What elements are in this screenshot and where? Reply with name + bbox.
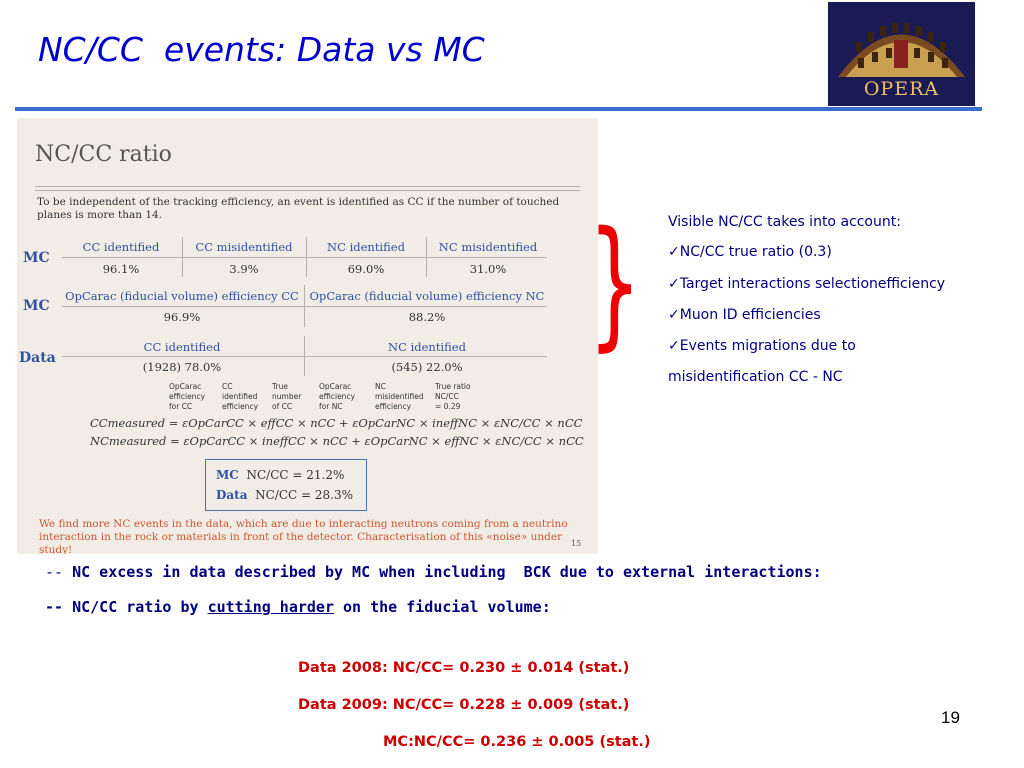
page-number: 19 <box>941 708 960 727</box>
side-item-2: ✓Target interactions selectionefficiency <box>668 276 946 292</box>
t3-value-nc: (545) 22.0% <box>391 360 463 374</box>
t3-header-cc: CC identified <box>143 340 221 354</box>
check-icon: ✓ <box>668 244 680 260</box>
slide-title: NC/CC events: Data vs MC <box>38 30 485 69</box>
t1-header-nc-misidentified: NC misidentified <box>438 240 538 254</box>
t1-value-nc-misidentified: 31.0% <box>469 262 507 276</box>
embedded-title-rule <box>35 186 580 187</box>
side-item-4-continuation: misidentification CC - NC <box>668 369 843 385</box>
result-mc: MC:NC/CC= 0.236 ± 0.005 (stat.) <box>383 734 651 750</box>
equation-cc-measured: CCmeasured = εOpCarCC × effCC × nCC + εOpCarNC × ineffNC × εNC/CC × nCC <box>90 416 583 430</box>
bottom-line-1: -- NC excess in data described by MC when including BCK due to external interactions: <box>45 563 822 581</box>
t1-value-nc-identified: 69.0% <box>347 262 385 276</box>
t3-value-cc: (1928) 78.0% <box>142 360 222 374</box>
annotation-true-cc: True number of CC <box>272 382 302 411</box>
annotation-true-ratio: True ratio NC/CC = 0.29 <box>435 382 471 411</box>
embedded-slide-image <box>17 118 598 554</box>
result-mc-label: MC <box>216 468 239 482</box>
t1-divider-2 <box>306 237 307 277</box>
side-item-4: ✓Events migrations due to <box>668 338 856 354</box>
t1-header-nc-identified: NC identified <box>327 240 405 254</box>
result-box <box>205 459 367 511</box>
t1-rule <box>62 257 547 258</box>
opera-logo <box>828 2 975 106</box>
t3-header-nc: NC identified <box>388 340 466 354</box>
t1-header-cc-misidentified: CC misidentified <box>195 240 293 254</box>
t2-value-nc: 88.2% <box>408 310 446 324</box>
annotation-nc-misidentified: NC misidentified efficiency <box>375 382 424 411</box>
t2-value-cc: 96.9% <box>163 310 201 324</box>
t1-value-cc-identified: 96.1% <box>102 262 140 276</box>
side-heading: Visible NC/CC takes into account: <box>668 214 901 230</box>
row-label-mc-1: MC <box>23 250 50 266</box>
t2-header-nc: OpCarac (fiducial volume) efficiency NC <box>309 289 545 303</box>
result-data-2009: Data 2009: NC/CC= 0.228 ± 0.009 (stat.) <box>298 697 630 713</box>
t1-header-cc-identified: CC identified <box>82 240 160 254</box>
embedded-page-number: 15 <box>571 539 582 548</box>
side-item-3: ✓Muon ID efficiencies <box>668 307 821 323</box>
annotation-opcarac-cc: OpCarac efficiency for CC <box>169 382 206 411</box>
embedded-title-rule-2 <box>35 190 580 191</box>
embedded-title: NC/CC ratio <box>35 142 172 167</box>
embedded-note: We find more NC events in the data, which are due to interacting neutrons coming from a neutrino interaction in the rock or materials in front of the detector. Characterisation of this «noise» under study! <box>39 518 568 554</box>
row-label-mc-2: MC <box>23 298 50 314</box>
annotation-cc-identified: CC identified efficiency <box>222 382 259 411</box>
t3-divider <box>304 336 305 376</box>
result-mc-value: NC/CC = 21.2% <box>246 468 345 482</box>
check-icon: ✓ <box>668 338 680 354</box>
result-data-value: NC/CC = 28.3% <box>255 488 354 502</box>
check-icon: ✓ <box>668 307 680 323</box>
t2-header-cc: OpCarac (fiducial volume) efficiency CC <box>65 289 299 303</box>
red-brace: } <box>588 202 642 365</box>
equation-nc-measured: NCmeasured = εOpCarCC × ineffCC × nCC + εOpCarNC × effNC × εNC/CC × nCC <box>90 434 584 448</box>
check-icon: ✓ <box>668 276 680 292</box>
t2-divider <box>304 285 305 327</box>
result-data-2008: Data 2008: NC/CC= 0.230 ± 0.014 (stat.) <box>298 660 630 676</box>
t1-divider-3 <box>426 237 427 277</box>
row-label-data: Data <box>19 350 56 366</box>
side-item-1: ✓NC/CC true ratio (0.3) <box>668 244 832 260</box>
bottom-line-2: -- NC/CC ratio by cutting harder on the fiducial volume: <box>45 598 551 616</box>
result-data-label: Data <box>216 488 248 502</box>
embedded-intro: To be independent of the tracking efficiency, an event is identified as CC if the number of touched planes is more than 14. <box>37 196 560 221</box>
opera-logo-text: OPERA <box>863 78 940 100</box>
t1-value-cc-misidentified: 3.9% <box>229 262 259 276</box>
annotation-opcarac-nc: OpCarac efficiency for NC <box>319 382 356 411</box>
title-divider <box>15 107 982 111</box>
t1-divider-1 <box>182 237 183 277</box>
